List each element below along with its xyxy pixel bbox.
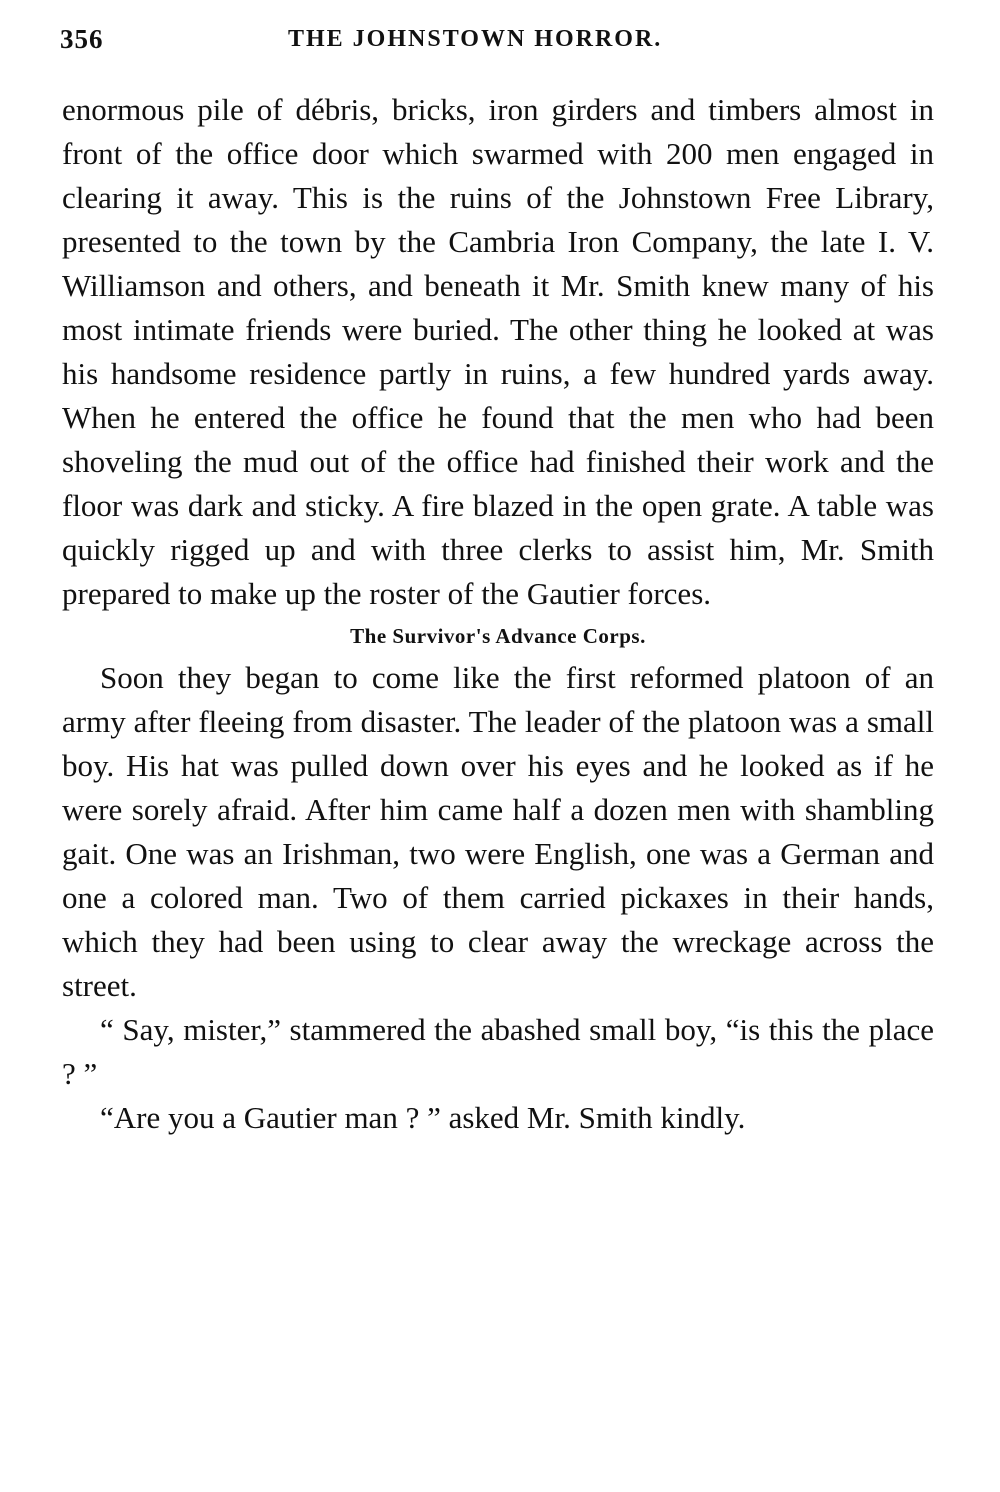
- running-title: THE JOHNSTOWN HORROR.: [288, 26, 663, 52]
- body-text: [62, 88, 934, 1140]
- paragraph-advance-corps: Soon they began to come like the first reformed platoon of an army after fleeing from disaster. The leader of the platoon was a small boy. His hat was pulled down over his eyes and he looked as if he were sorely afraid. After him came half a dozen men with shambling gait. One was an Irishman, two were English, one was a German and one a colored man. Two of them carried pickaxes in their hands, which they had been using to clear away the wreckage across the street.: [62, 660, 934, 1003]
- page-number: 356: [60, 24, 104, 54]
- running-head: [60, 24, 940, 60]
- paragraph-boy-question: “ Say, mister,” stammered the abashed small boy, “is this the place ? ”: [62, 1012, 934, 1091]
- paragraph-smith-reply: “Are you a Gautier man ? ” asked Mr. Smith kindly.: [100, 1100, 746, 1135]
- section-subheading: The Survivor's Advance Corps.: [350, 624, 646, 648]
- paragraph-continuation: enormous pile of débris, bricks, iron girders and timbers almost in front of the office door which swarmed with 200 men engaged in clearing it away. This is the ruins of the Johnstown Free Library, presented to the town by the Cambria Iron Company, the late I. V. Williamson and others, and beneath it Mr. Smith knew many of his most intimate friends were buried. The other thing he looked at was his handsome residence partly in ruins, a few hundred yards away. When he entered the office he found that the men who had been shoveling the mud out of the office had finished their work and the floor was dark and sticky. A fire blazed in the open grate. A table was quickly rigged up and with three clerks to assist him, Mr. Smith prepared to make up the roster of the Gautier forces.: [62, 92, 934, 611]
